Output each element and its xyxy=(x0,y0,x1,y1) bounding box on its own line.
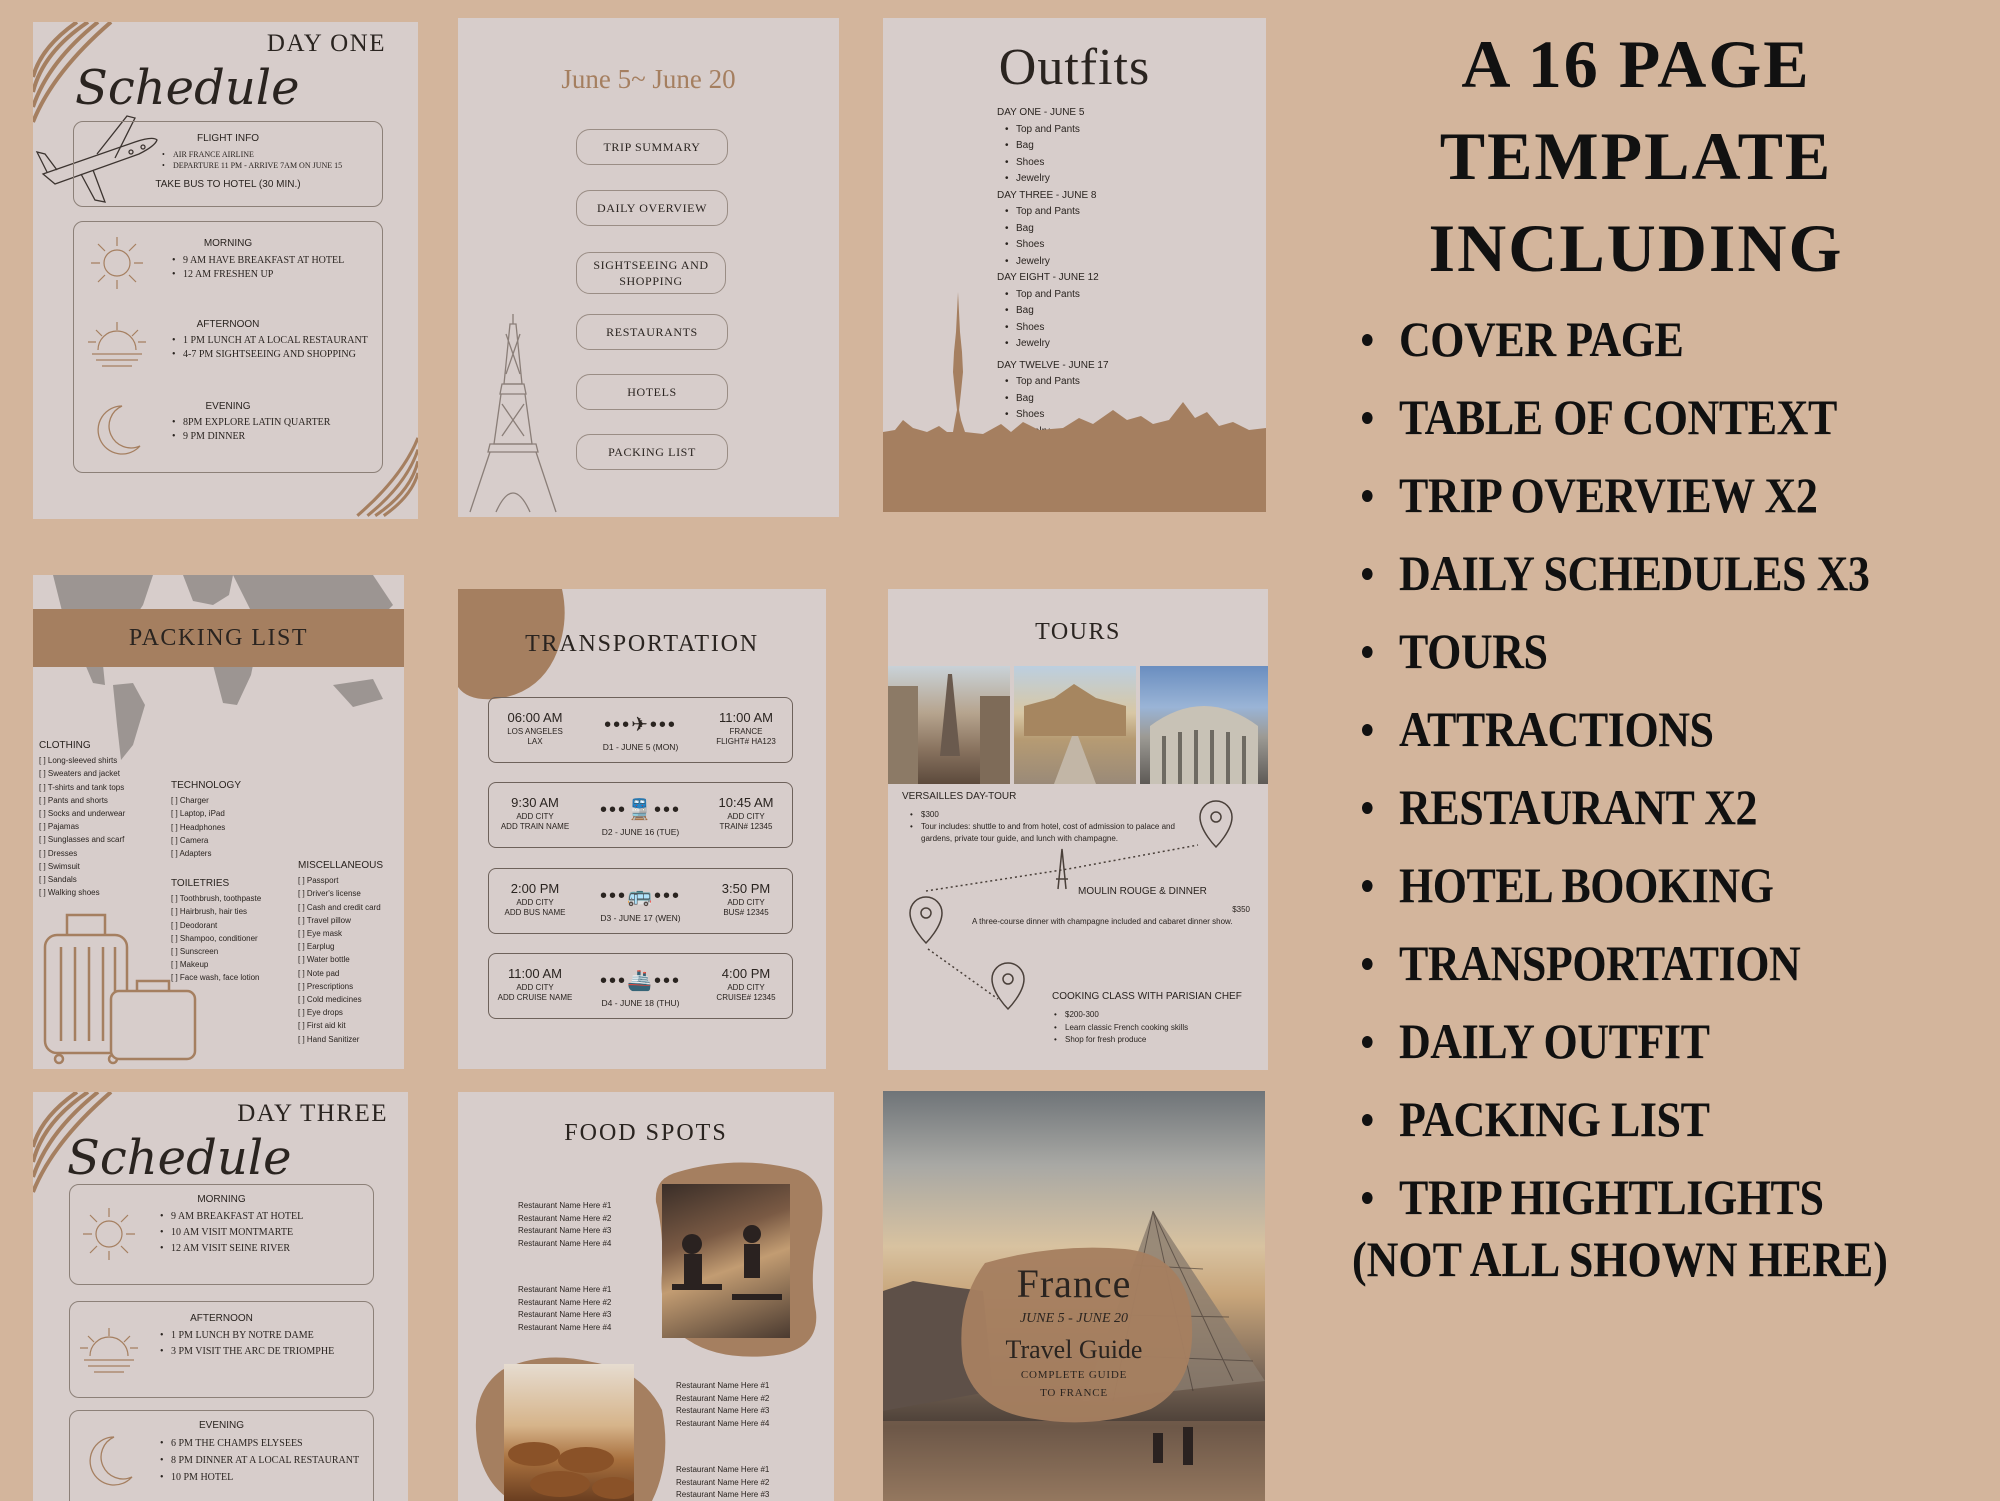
flight-info-list xyxy=(162,149,382,171)
restaurant-name[interactable]: Restaurant Name Here #3 xyxy=(676,1406,770,1415)
outfit-item: • Top and Pants xyxy=(1005,204,1109,221)
evening-item: • 8PM EXPLORE LATIN QUARTER xyxy=(172,416,330,430)
cooking-heading: COOKING CLASS WITH PARISIAN CHEF xyxy=(1052,991,1242,1002)
contents-page xyxy=(458,18,839,517)
dining-scene-icon xyxy=(662,1184,790,1338)
contents-item-packing-list[interactable]: PACKING LIST xyxy=(576,434,728,470)
evening-item: • 8 PM DINNER AT A LOCAL RESTAURANT xyxy=(160,1452,359,1469)
arrival-time: 3:50 PM xyxy=(721,881,771,896)
transport-row: 2:00 PM ADD CITY ADD BUS NAME •••🚌••• D3 - JUNE 17 (WEN) 3:50 PM ADD CITY BUS# 12345 xyxy=(488,868,793,934)
headline-line-1: A 16 PAGE xyxy=(1461,26,1811,102)
checklist-item[interactable]: [ ] Driver's license xyxy=(298,887,383,900)
departure-code: LAX xyxy=(527,737,543,746)
departure-city: LOS ANGELES xyxy=(507,727,563,736)
restaurant-photo xyxy=(662,1184,790,1338)
cover-subtitle: Travel Guide xyxy=(1005,1335,1143,1364)
checklist-item[interactable]: [ ] Hairbrush, hair ties xyxy=(171,905,261,918)
cover-page xyxy=(883,1091,1265,1501)
outfit-item: • Top and Pants xyxy=(1005,122,1109,139)
contents-item-hotels[interactable]: HOTELS xyxy=(576,374,728,410)
world-map-illustration xyxy=(33,575,404,765)
morning-list xyxy=(172,254,344,282)
checklist-item[interactable]: [ ] Toothbrush, toothpaste xyxy=(171,892,261,905)
restaurant-list xyxy=(676,1464,769,1501)
headline-line-2: TEMPLATE xyxy=(1439,118,1833,194)
ship-icon: 🚢 xyxy=(627,970,654,992)
outfit-item: • Bag xyxy=(1005,138,1109,155)
arrival-code: TRAIN# 12345 xyxy=(719,822,773,831)
morning-item: • 9 AM HAVE BREAKFAST AT HOTEL xyxy=(172,254,344,268)
outfit-item: • Jewelry xyxy=(1005,254,1109,271)
arrival-city: ADD CITY xyxy=(727,812,765,821)
outfit-item: • Jewelry xyxy=(1005,336,1109,353)
feature-item: TOURS xyxy=(1362,612,1869,690)
outfit-item: • Shoes xyxy=(1005,320,1109,337)
checklist-item[interactable]: [ ] Dresses xyxy=(39,847,125,860)
evening-item: • 9 PM DINNER xyxy=(172,430,330,444)
morning-item: • 12 AM FRESHEN UP xyxy=(172,268,344,282)
evening-item: • 6 PM THE CHAMPS ELYSEES xyxy=(160,1435,359,1452)
cover-country: France xyxy=(1016,1261,1132,1306)
eiffel-tower-icon xyxy=(466,314,561,514)
morning-box xyxy=(69,1184,374,1285)
checklist-item[interactable]: [ ] Cash and credit card xyxy=(298,901,383,914)
sun-icon xyxy=(80,1205,138,1263)
arrival-time: 10:45 AM xyxy=(718,795,774,810)
cooking-item: • Shop for fresh produce xyxy=(1054,1034,1188,1047)
afternoon-box xyxy=(69,1301,374,1398)
outfit-item: • Top and Pants xyxy=(1005,374,1109,391)
afternoon-item: • 1 PM LUNCH BY NOTRE DAME xyxy=(160,1328,334,1344)
contents-item-restaurants[interactable]: RESTAURANTS xyxy=(576,314,728,350)
afternoon-item: • 1 PM LUNCH AT A LOCAL RESTAURANT xyxy=(172,334,368,348)
departure-time: 9:30 AM xyxy=(511,795,559,810)
train-icon: 🚆 xyxy=(627,799,654,821)
pastry-icon xyxy=(504,1364,634,1501)
evening-item: • 10 PM HOTEL xyxy=(160,1469,359,1486)
building-icon xyxy=(1140,666,1268,784)
toiletries-heading: TOILETRIES xyxy=(171,878,230,889)
outfits-page xyxy=(883,18,1266,512)
flight-info-box xyxy=(73,121,383,207)
afternoon-list xyxy=(160,1328,334,1360)
checklist-item[interactable]: [ ] Water bottle xyxy=(298,953,383,966)
misc-heading: MISCELLANEOUS xyxy=(298,860,384,871)
arrival-time: 11:00 AM xyxy=(719,710,773,725)
cooking-details xyxy=(1054,1009,1188,1047)
eiffel-tower-icon xyxy=(888,666,1010,784)
cover-line-1: COMPLETE GUIDE xyxy=(1020,1369,1128,1381)
evening-heading: EVENING xyxy=(198,1420,244,1431)
day-one-page xyxy=(33,22,418,519)
pantheon-photo xyxy=(1140,666,1268,784)
evening-heading: EVENING xyxy=(205,401,251,412)
departure-code: ADD BUS NAME xyxy=(504,908,566,917)
restaurant-name[interactable]: Restaurant Name Here #1 xyxy=(676,1381,770,1390)
checklist-item[interactable]: [ ] Eye drops xyxy=(298,1006,383,1019)
flight-info-heading: FLIGHT INFO xyxy=(196,133,260,144)
restaurant-list xyxy=(518,1200,611,1250)
outfit-day-label: DAY THREE - JUNE 8 xyxy=(997,189,1097,201)
suitcase-icon xyxy=(39,905,199,1065)
checklist-item[interactable]: [ ] Note pad xyxy=(298,967,383,980)
restaurant-name[interactable]: Restaurant Name Here #4 xyxy=(676,1418,770,1428)
checklist-item[interactable]: [ ] Pajamas xyxy=(39,820,125,833)
feature-item: ATTRACTIONS xyxy=(1362,690,1869,768)
checklist-item[interactable]: [ ] Swimsuit xyxy=(39,860,125,873)
checklist-item[interactable]: [ ] Cold medicines xyxy=(298,993,383,1006)
checklist-item[interactable]: [ ] Long-sleeved shirts xyxy=(39,754,125,767)
arrival-code: CRUISE# 12345 xyxy=(716,993,776,1002)
feature-item: PACKING LIST xyxy=(1362,1080,1869,1158)
morning-item: • 12 AM VISIT SEINE RIVER xyxy=(160,1241,303,1257)
outfit-item: • Bag xyxy=(1005,221,1109,238)
headline-line-3: INCLUDING xyxy=(1428,210,1844,286)
feature-item: TRIP OVERVIEW X2 xyxy=(1362,456,1869,534)
checklist-item[interactable]: [ ] Earplug xyxy=(298,940,383,953)
packing-list-page xyxy=(33,575,404,1069)
evening-box xyxy=(69,1410,374,1501)
transportation-title: TRANSPORTATION xyxy=(525,631,759,657)
restaurant-name[interactable]: Restaurant Name Here #2 xyxy=(676,1393,770,1403)
moulin-description: A three-course dinner with champagne included and cabaret dinner show. xyxy=(972,917,1233,926)
checklist-item[interactable]: [ ] Sandals xyxy=(39,873,125,886)
transport-row: 9:30 AM ADD CITY ADD TRAIN NAME •••🚆••• D2 - JUNE 16 (TUE) 10:45 AM ADD CITY TRAIN# 12345 xyxy=(488,782,793,848)
checklist-item[interactable]: [ ] Sweaters and jacket xyxy=(39,767,125,780)
checklist-item[interactable]: [ ] Travel pillow xyxy=(298,914,383,927)
checklist-item[interactable]: [ ] Prescriptions xyxy=(298,980,383,993)
restaurant-name[interactable]: Restaurant Name Here #2 xyxy=(676,1477,770,1487)
restaurant-name[interactable]: Restaurant Name Here #1 xyxy=(676,1465,770,1474)
palace-icon xyxy=(1014,666,1136,784)
feature-item: TABLE OF CONTEXT xyxy=(1362,378,1869,456)
checklist-item[interactable]: [ ] Charger xyxy=(171,794,241,807)
checklist-item[interactable]: [ ] Eye mask xyxy=(298,927,383,940)
day-label: DAY ONE xyxy=(266,30,386,57)
arrival-city: FRANCE xyxy=(729,727,763,736)
airplane-icon: ✈ xyxy=(631,714,650,736)
checklist-item[interactable]: [ ] Shampoo, conditioner xyxy=(171,932,261,945)
bus-icon: 🚌 xyxy=(627,885,654,907)
checklist-item[interactable]: [ ] Passport xyxy=(298,874,383,887)
tours-title: TOURS xyxy=(1035,619,1121,645)
checklist-item[interactable]: [ ] Face wash, face lotion xyxy=(171,971,261,984)
arrival-city: ADD CITY xyxy=(727,983,765,992)
feature-list xyxy=(1362,300,1939,1236)
outfit-item: • Shoes xyxy=(1005,237,1109,254)
departure-city: ADD CITY xyxy=(516,812,554,821)
packing-title: PACKING LIST xyxy=(128,624,309,651)
packing-title-band xyxy=(33,609,404,667)
departure-city: ADD CITY xyxy=(516,983,554,992)
checklist-item[interactable]: [ ] First aid kit xyxy=(298,1019,383,1032)
contents-item-trip-summary[interactable]: TRIP SUMMARY xyxy=(576,129,728,165)
versailles-photo xyxy=(1014,666,1136,784)
checklist-item[interactable]: [ ] Headphones xyxy=(171,821,241,834)
flight-note: TAKE BUS TO HOTEL (30 MIN.) xyxy=(155,179,301,191)
departure-city: ADD CITY xyxy=(516,898,554,907)
restaurant-list xyxy=(676,1380,769,1430)
feature-item: TRIP HIGHTLIGHTS xyxy=(1362,1158,1869,1236)
day-label: DAY THREE xyxy=(237,1100,388,1127)
feature-item: HOTEL BOOKING xyxy=(1362,846,1869,924)
outfits-title: Outfits xyxy=(998,39,1151,96)
arrival-code: BUS# 12345 xyxy=(723,908,769,917)
travel-day: D1 - JUNE 5 (MON) xyxy=(602,742,679,752)
departure-time: 2:00 PM xyxy=(510,881,560,896)
arrival-code: FLIGHT# HA123 xyxy=(716,737,776,746)
food-spots-title: FOOD SPOTS xyxy=(564,1120,728,1146)
afternoon-heading: AFTERNOON xyxy=(190,1313,253,1324)
checklist-item[interactable]: [ ] Makeup xyxy=(171,958,261,971)
restaurant-name[interactable]: Restaurant Name Here #4 xyxy=(518,1238,612,1248)
outfit-day-label: DAY ONE - JUNE 5 xyxy=(997,107,1085,118)
outfit-item: • Bag xyxy=(1005,303,1109,320)
restaurant-name[interactable]: Restaurant Name Here #2 xyxy=(518,1297,612,1307)
morning-heading: MORNING xyxy=(197,1194,246,1205)
evening-list xyxy=(172,416,330,444)
flight-item: • AIR FRANCE AIRLINE xyxy=(162,149,382,160)
afternoon-item: • 4-7 PM SIGHTSEEING AND SHOPPING xyxy=(172,348,368,362)
flight-item: • DEPARTURE 11 PM - ARRIVE 7AM ON JUNE 15 xyxy=(162,160,382,171)
restaurant-name[interactable]: Restaurant Name Here #1 xyxy=(518,1201,612,1210)
feature-item: TRANSPORTATION xyxy=(1362,924,1869,1002)
restaurant-list xyxy=(518,1284,611,1334)
transport-row: 11:00 AM ADD CITY ADD CRUISE NAME •••🚢••• D4 - JUNE 18 (THU) 4:00 PM ADD CITY CRUISE# 12345 xyxy=(488,953,793,1019)
restaurant-name[interactable]: Restaurant Name Here #3 xyxy=(518,1226,612,1235)
morning-heading: MORNING xyxy=(203,238,253,249)
contents-item-daily-overview[interactable]: DAILY OVERVIEW xyxy=(576,190,728,226)
feature-item: COVER PAGE xyxy=(1362,300,1869,378)
paris-street-photo xyxy=(888,666,1010,784)
cover-dates: JUNE 5 - JUNE 20 xyxy=(1019,1311,1129,1326)
food-spots-page xyxy=(458,1092,834,1501)
outfit-item: • Top and Pants xyxy=(1005,287,1109,304)
travel-day: D3 - JUNE 17 (WEN) xyxy=(600,913,681,923)
technology-heading: TECHNOLOGY xyxy=(171,780,242,791)
checklist-item[interactable]: [ ] Hand Sanitizer xyxy=(298,1033,383,1046)
arrival-city: ADD CITY xyxy=(727,898,765,907)
outfit-item: • Jewelry xyxy=(1005,171,1109,188)
afternoon-item: • 3 PM VISIT THE ARC DE TRIOMPHE xyxy=(160,1344,334,1360)
versailles-item: • $300 xyxy=(910,809,1200,821)
feature-item: DAILY SCHEDULES X3 xyxy=(1362,534,1869,612)
restaurant-name[interactable]: Restaurant Name Here #4 xyxy=(518,1322,612,1332)
restaurant-name[interactable]: Restaurant Name Here #3 xyxy=(676,1490,770,1499)
pastry-photo xyxy=(504,1364,634,1501)
tours-page xyxy=(888,589,1268,1070)
feature-item: RESTAURANT X2 xyxy=(1362,768,1869,846)
outfit-item: • Shoes xyxy=(1005,155,1109,172)
paris-skyline-illustration xyxy=(883,292,1266,512)
trip-dates: June 5~ June 20 xyxy=(561,64,736,94)
cooking-item: • Learn classic French cooking skills xyxy=(1054,1022,1188,1035)
checklist-item[interactable]: [ ] Camera xyxy=(171,834,241,847)
sunset-icon xyxy=(78,1326,140,1374)
checklist-item[interactable]: [ ] Sunscreen xyxy=(171,945,261,958)
departure-code: ADD CRUISE NAME xyxy=(497,993,573,1002)
checklist-item[interactable]: [ ] Walking shoes xyxy=(39,886,125,899)
cover-line-2: TO FRANCE xyxy=(1040,1387,1108,1399)
restaurant-name[interactable]: Restaurant Name Here #2 xyxy=(518,1213,612,1223)
outfit-item: • Shoes xyxy=(1005,407,1109,424)
restaurant-name[interactable]: Restaurant Name Here #1 xyxy=(518,1285,612,1294)
outfit-day-label: DAY TWELVE - JUNE 17 xyxy=(997,359,1109,371)
morning-item: • 9 AM BREAKFAST AT HOTEL xyxy=(160,1209,303,1225)
technology-section xyxy=(171,779,241,860)
restaurant-name[interactable]: Restaurant Name Here #3 xyxy=(518,1310,612,1319)
checklist-item[interactable]: [ ] Deodorant xyxy=(171,919,261,932)
outfit-item: • Bag xyxy=(1005,391,1109,408)
departure-code: ADD TRAIN NAME xyxy=(500,822,570,831)
transportation-page xyxy=(458,589,826,1069)
afternoon-heading: AFTERNOON xyxy=(196,319,260,330)
clothing-heading: CLOTHING xyxy=(39,740,91,751)
cooking-item: • $200-300 xyxy=(1054,1009,1188,1022)
checklist-item[interactable]: [ ] Socks and underwear xyxy=(39,807,125,820)
transport-row: 06:00 AM LOS ANGELES LAX •••✈••• D1 - JUNE 5 (MON) 11:00 AM FRANCE FLIGHT# HA123 xyxy=(488,697,793,763)
versailles-item: • Tour includes: shuttle to and from hotel, cost of admission to palace and gardens, private tour guide, and lunch with champagne. xyxy=(910,821,1200,845)
evening-list xyxy=(160,1435,359,1486)
clothing-section xyxy=(39,739,125,899)
travel-day: D2 - JUNE 16 (TUE) xyxy=(601,827,680,837)
moulin-heading: MOULIN ROUGE & DINNER xyxy=(1078,886,1207,897)
day-three-page xyxy=(33,1092,408,1501)
versailles-heading: VERSAILLES DAY-TOUR xyxy=(902,791,1017,802)
checklist-item[interactable]: [ ] T-shirts and tank tops xyxy=(39,781,125,794)
headline xyxy=(1296,18,1976,294)
outfit-day-label: DAY EIGHT - JUNE 12 xyxy=(997,272,1099,283)
misc-section xyxy=(298,859,383,1046)
footnote: (NOT ALL SHOWN HERE) xyxy=(1352,1231,1888,1287)
arrival-time: 4:00 PM xyxy=(721,966,771,981)
day-schedule-box xyxy=(73,221,383,473)
feature-item: DAILY OUTFIT xyxy=(1362,1002,1869,1080)
departure-time: 06:00 AM xyxy=(507,710,563,725)
moon-icon xyxy=(84,1433,136,1489)
checklist-item[interactable]: [ ] Adapters xyxy=(171,847,241,860)
travel-day: D4 - JUNE 18 (THU) xyxy=(601,998,680,1008)
schedule-title: Schedule xyxy=(67,1130,292,1186)
moulin-price: $350 xyxy=(1232,905,1250,914)
afternoon-list xyxy=(172,334,368,362)
checklist-item[interactable]: [ ] Pants and shorts xyxy=(39,794,125,807)
morning-list xyxy=(160,1209,303,1257)
checklist-item[interactable]: [ ] Laptop, iPad xyxy=(171,807,241,820)
departure-time: 11:00 AM xyxy=(508,966,562,981)
checklist-item[interactable]: [ ] Sunglasses and scarf xyxy=(39,833,125,846)
contents-item-sightseeing[interactable]: SIGHTSEEING AND SHOPPING xyxy=(576,252,726,294)
schedule-title: Schedule xyxy=(75,60,300,116)
morning-item: • 10 AM VISIT MONTMARTE xyxy=(160,1225,303,1241)
